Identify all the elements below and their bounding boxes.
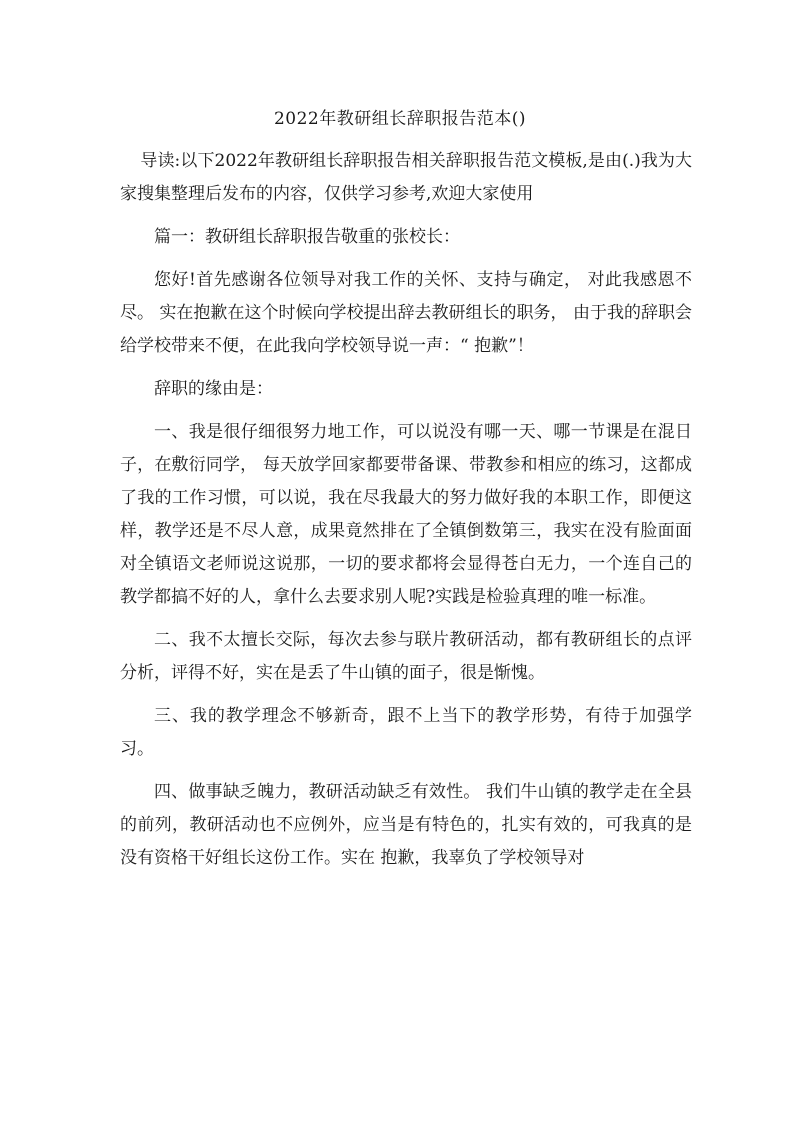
paragraph-reason-1: 一、我是很仔细很努力地工作，可以说没有哪一天、哪一节课是在混日子，在敷衍同学， 每天放学回家都要带备课、带教参和相应的练习，这都成了我的工作习惯，可以说，我在尽我最大的努力做好我的本职工作，即便这样，教学还是不尽人意，成果竟然排在了全镇倒数第三，我实在没有脸面面对全镇语文老师说这说那，一切的要求都将会显得苍白无力，一个连自己的教学都搞不好的人，拿什么去要求别人呢?实践是检验真理的唯一标准。 xyxy=(120,422,692,607)
document-title: 2022年教研组长辞职报告范本() xyxy=(273,109,527,129)
paragraph-intro: 导读:以下2022年教研组长辞职报告相关辞职报告范文模板,是由(.)我为大家搜集整理后发布的内容，仅供学习参考,欢迎大家使用 xyxy=(120,151,692,204)
paragraph-salutation: 篇一：教研组长辞职报告敬重的张校长： xyxy=(154,227,460,247)
paragraph-reason-2: 二、我不太擅长交际，每次去参与联片教研活动，都有教研组长的点评分析，评得不好，实在是丢了牛山镇的面子，很是惭愧。 xyxy=(120,630,692,683)
paragraph-reasons-heading: 辞职的缘由是： xyxy=(154,379,273,399)
paragraph-opening: 您好!首先感谢各位领导对我工作的关怀、支持与确定， 对此我感恩不尽。 实在抱歉在这个时候向学校提出辞去教研组长的职务， 由于我的辞职会给学校带来不便，在此我向学校领导说一声：“ 抱歉”！ xyxy=(120,270,692,356)
paragraph-reason-4: 四、做事缺乏魄力，教研活动缺乏有效性。 我们牛山镇的教学走在全县的前列，教研活动也不应例外，应当是有特色的，扎实有效的，可我真的是没有资格干好组长这份工作。实在 抱歉，我辜负了学校领导对 xyxy=(120,782,692,868)
paragraph-reason-3: 三、我的教学理念不够新奇，跟不上当下的教学形势，有待于加强学习。 xyxy=(120,706,692,759)
document-body xyxy=(120,145,692,885)
